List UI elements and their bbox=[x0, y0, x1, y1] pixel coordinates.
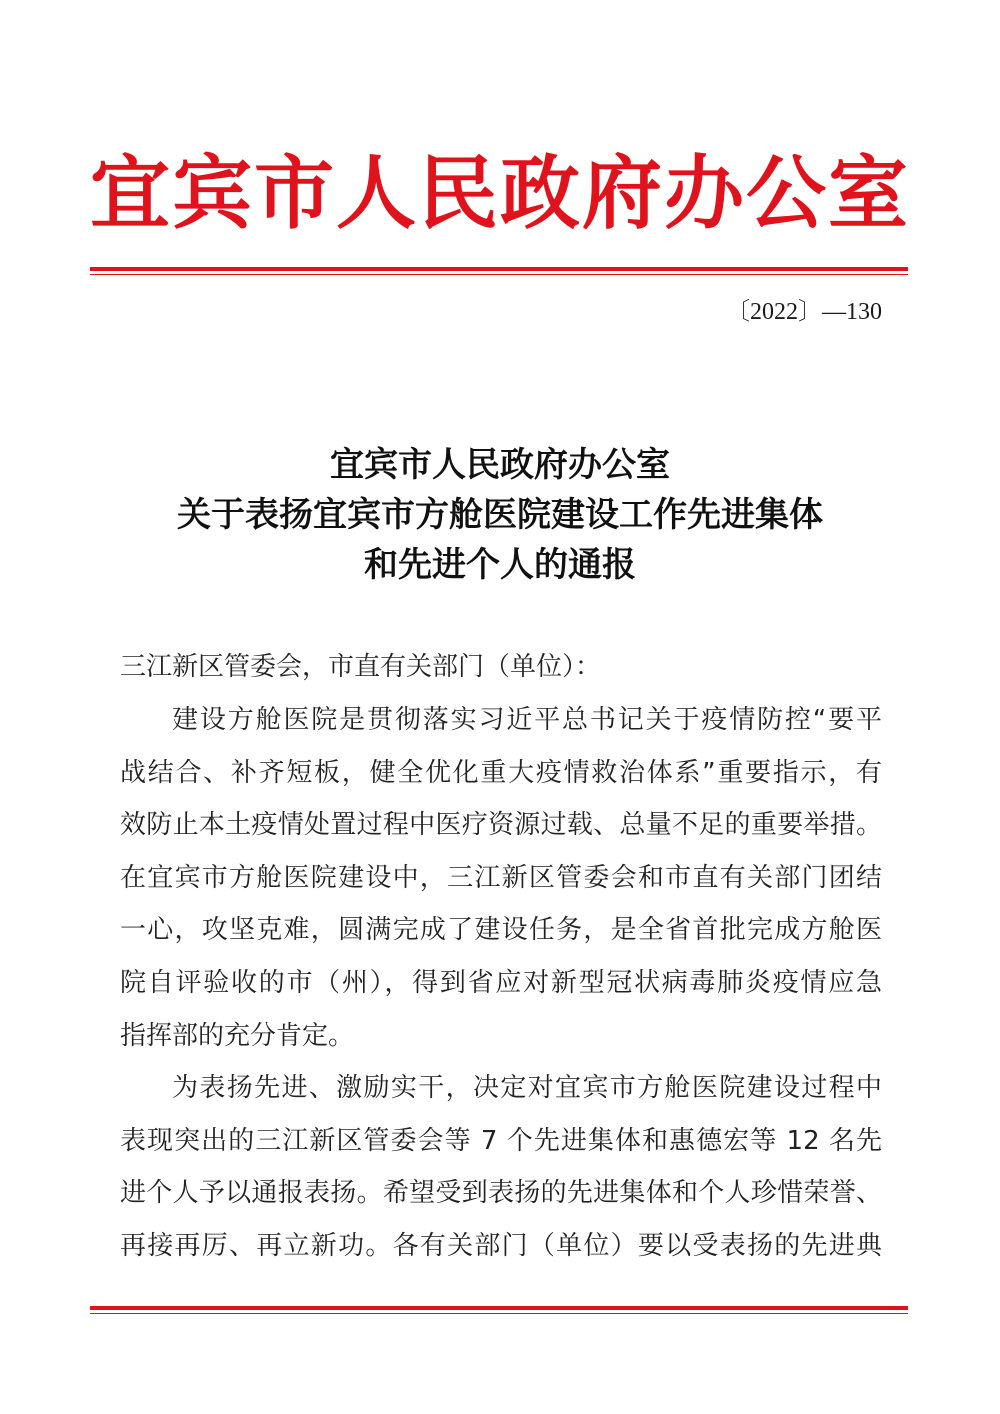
body-line: 院自评验收的市（州），得到省应对新型冠状病毒肺炎疫情应急 bbox=[120, 967, 882, 998]
body-line: 为表扬先进、激励实干，决定对宜宾市方舱医院建设过程中 bbox=[172, 1073, 882, 1104]
body-line: 建设方舱医院是贯彻落实习近平总书记关于疫情防控“要平 bbox=[172, 705, 882, 735]
title-line-1: 宜宾市人民政府办公室 bbox=[330, 445, 670, 485]
salutation: 三江新区管委会，市直有关部门（单位）： bbox=[120, 652, 602, 682]
red-rule-thin bbox=[90, 274, 908, 275]
body-line: 再接再厉、再立新功。各有关部门（单位）要以受表扬的先进典 bbox=[120, 1230, 882, 1261]
body-line: 在宜宾市方舱医院建设中，三江新区管委会和市直有关部门团结 bbox=[120, 862, 882, 893]
red-header-rule bbox=[90, 267, 908, 275]
red-footer-rule bbox=[90, 1306, 908, 1314]
document-number: 〔2022〕—130 bbox=[726, 299, 882, 325]
title-line-2: 关于表扬宜宾市方舱医院建设工作先进集体 bbox=[177, 495, 823, 535]
body-line: 效防止本土疫情处置过程中医疗资源过载、总量不足的重要举措。 bbox=[120, 810, 882, 841]
body-line: 表现突出的三江新区管委会等 7 个先进集体和惠德宏等 12 名先 bbox=[120, 1125, 882, 1156]
red-rule-thick bbox=[90, 1306, 908, 1310]
body-text bbox=[120, 694, 882, 1273]
body-line: 战结合、补齐短板，健全优化重大疫情救治体系”重要指示，有 bbox=[120, 757, 882, 788]
masthead-title: 宜宾市人民政府办公室 bbox=[90, 146, 910, 240]
body-line: 进个人予以通报表扬。希望受到表扬的先进集体和个人珍惜荣誉、 bbox=[120, 1178, 882, 1209]
document-title bbox=[0, 440, 1000, 590]
body-line: 一心，攻坚克难，圆满完成了建设任务，是全省首批完成方舱医 bbox=[120, 915, 882, 946]
title-line-3: 和先进个人的通报 bbox=[364, 545, 636, 585]
red-rule-thin bbox=[90, 1313, 908, 1314]
body-line: 指挥部的充分肯定。 bbox=[120, 1020, 355, 1051]
red-rule-thick bbox=[90, 267, 908, 271]
